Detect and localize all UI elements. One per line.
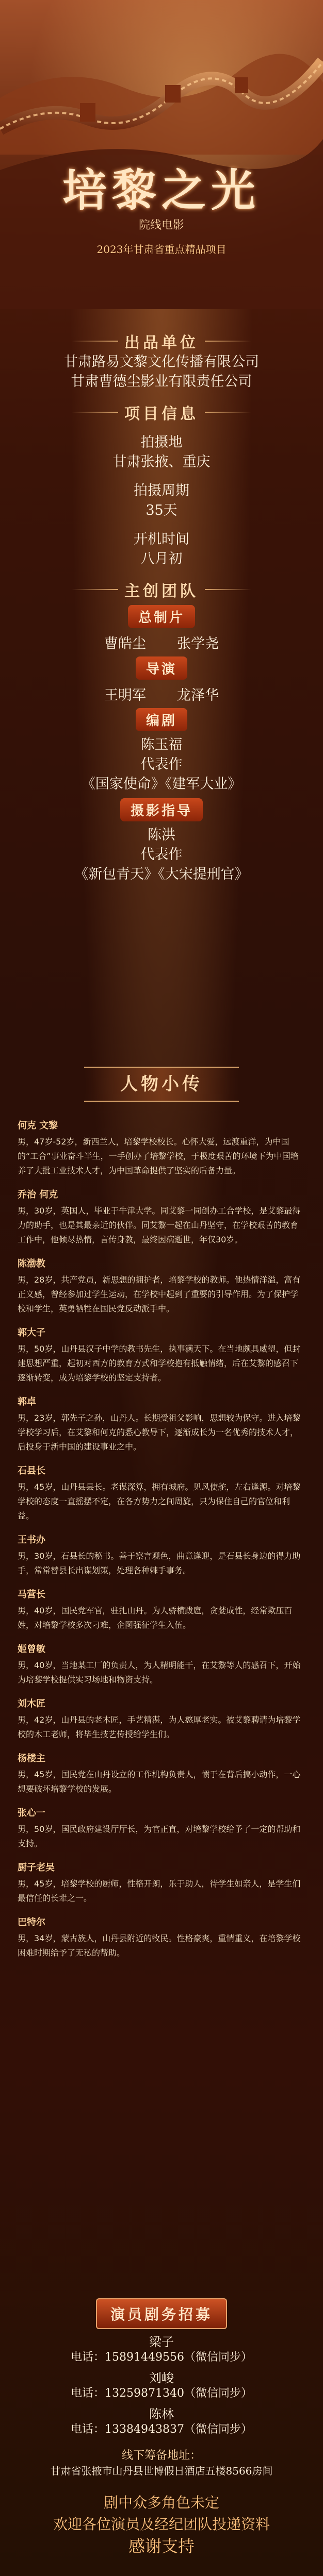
contact-person-2	[0, 2370, 323, 2401]
contact-name: 陈林	[149, 2407, 174, 2421]
bio-item	[18, 1394, 305, 1454]
contact-name: 刘峻	[149, 2371, 174, 2385]
divider	[72, 341, 118, 342]
bio-name: 郭卓	[18, 1396, 36, 1407]
bio-item	[18, 1860, 305, 1906]
contact-phone[interactable]: 电话：15891449556（微信同步）	[71, 2351, 252, 2364]
director-badge: 导演	[136, 656, 187, 680]
producer-name-2: 张学尧	[177, 636, 219, 652]
project-info-heading-text: 项目信息	[124, 405, 199, 423]
bio-item	[18, 1256, 305, 1316]
bio-name: 巴特尔	[18, 1917, 45, 1928]
writer-works-label: 代表作	[140, 756, 183, 772]
bio-desc: 男，40岁，国民党军官，驻扎山丹。为人骄横跋扈，贪婪成性，经常欺压百姓，对培黎学校多次刁难，企图强征学生入伍。	[18, 1606, 293, 1630]
bio-name: 马营长	[18, 1589, 45, 1600]
contact-phone[interactable]: 电话：13384943837（微信同步）	[71, 2423, 252, 2436]
dop-works-label: 代表作	[140, 847, 183, 863]
bio-item	[18, 1751, 305, 1796]
bio-name: 张心一	[18, 1808, 45, 1819]
bio-name: 石县长	[18, 1466, 45, 1476]
bio-name: 陈渤教	[18, 1258, 45, 1269]
bio-desc: 男，28岁，共产党员，新思想的拥护者，培黎学校的教师。他热情洋溢，富有正义感，曾经参加过学生运动，在学校中起到了重要的引导作用。为了保护学校和学生，英勇牺牲在国民党反动派手中。	[18, 1275, 301, 1314]
footer-notes	[0, 2492, 323, 2557]
bio-name: 厨子老吴	[18, 1862, 55, 1873]
period-value: 35天	[146, 502, 177, 518]
bios-heading	[0, 1067, 323, 1102]
contact-person-3	[0, 2406, 323, 2437]
character-bios	[18, 1118, 305, 1969]
producers-heading	[31, 330, 292, 352]
bio-desc: 男，50岁，山丹县汉子中学的教书先生，执事满天下。在当地颇具威望，但封建思想严重，起初对西方的教育方式和学校抱有抵触情绪，后在艾黎的感召下逐渐转变，成为培黎学校的坚定支持者。	[18, 1344, 301, 1383]
bio-item	[18, 1587, 305, 1632]
bio-item	[18, 1533, 305, 1578]
dop-works: 《新包青天》《大宋提刑官》	[74, 866, 249, 882]
team-heading	[31, 578, 292, 601]
bio-desc: 男，50岁，国民政府建设厅厅长，为官正直，对培黎学校给予了一定的帮助和支持。	[18, 1824, 301, 1848]
bio-desc: 男，23岁，郭先子之孙，山丹人。长期受祖父影响，思想较为保守。进入培黎学校学习后，在艾黎和何克的悉心教导下，逐渐成长为一名优秀的技术人才，后投身于新中国的建设事业之中。	[18, 1413, 301, 1452]
bio-desc: 男，40岁，当地某工厂的负责人，为人精明能干，在艾黎等人的感召下，开始为培黎学校提供实习场地和物资支持。	[18, 1660, 301, 1685]
producer-name-1: 曹皓尘	[104, 636, 146, 652]
period-label: 拍摄周期	[134, 483, 189, 499]
bio-item	[18, 1696, 305, 1742]
bio-desc: 男，30岁，英国人，毕业于牛津大学。同艾黎一同创办工合学校，是艾黎最得力的助手，也是其最亲近的伙伴。同艾黎一起在山丹坚守，在学校艰苦的教育工作中，他倾尽热情，言传身教，最终因病逝世，年仅30岁。	[18, 1206, 301, 1244]
dop-name: 陈洪	[148, 827, 175, 843]
producer-company-2: 甘肃曹德尘影业有限责任公司	[71, 374, 252, 390]
bio-desc: 男，45岁，山丹县县长。老谋深算，拥有城府。见风使舵，左右逢源。对培黎学校的态度一直摇摆不定，在各方势力之间周旋，只为保住自己的官位和利益。	[18, 1482, 301, 1521]
address-label: 线下筹备地址：	[121, 2449, 201, 2462]
producer-company-1: 甘肃路易文黎文化传播有限公司	[64, 354, 259, 370]
bio-item	[18, 1463, 305, 1523]
location-value: 甘肃张掖、重庆	[112, 454, 211, 470]
bio-item	[18, 1187, 305, 1247]
bio-name: 姬曾敏	[18, 1644, 45, 1655]
casting-heading-badge: 演员剧务招募	[96, 2298, 227, 2329]
director-name-2: 龙泽华	[177, 687, 219, 703]
bio-name: 乔治 何克	[18, 1189, 58, 1200]
address-text: 甘肃省张掖市山丹县世博假日酒店五楼8566房间	[50, 2465, 273, 2477]
project-info-heading	[31, 401, 292, 424]
project-tagline: 2023年甘肃省重点精品项目	[96, 243, 227, 256]
bio-item	[18, 1915, 305, 1960]
location-label: 拍摄地	[140, 434, 183, 450]
divider	[205, 341, 251, 342]
bio-name: 王书办	[18, 1535, 45, 1545]
poster-title: 培黎之光	[62, 164, 261, 216]
bio-desc: 男，30岁，石县长的秘书。善于察言观色，曲意逢迎，是石县长身边的得力助手，常常替县长出谋划策，处理各种棘手事务。	[18, 1551, 301, 1575]
divider	[72, 589, 118, 590]
bio-desc: 男，45岁，培黎学校的厨师，性格开朗，乐于助人，待学生如亲人，是学生们最信任的长辈之一。	[18, 1879, 301, 1903]
bio-desc: 男，34岁，蒙古族人，山丹县附近的牧民。性格豪爽，重情重义，在培黎学校困难时期给予了无私的帮助。	[18, 1933, 301, 1958]
contact-name: 梁子	[149, 2335, 174, 2349]
bio-item	[18, 1642, 305, 1687]
bio-name: 郭大子	[18, 1327, 45, 1338]
bio-item	[18, 1325, 305, 1385]
bio-name: 何克 文黎	[18, 1120, 58, 1131]
footer-line-1: 剧中众多角色未定	[103, 2494, 219, 2511]
start-label: 开机时间	[134, 531, 189, 547]
contact-person-1	[0, 2334, 323, 2365]
producers-heading-text: 出品单位	[124, 334, 199, 352]
bio-desc: 男，47岁-52岁，新西兰人，培黎学校校长。心怀大爱，远渡重洋，为中国的“工合”事业奋斗半生，一手创办了培黎学校，于极度艰苦的环境下为中国培养了大批工业技术人才，为中国革命提供了坚实的后备力量。	[18, 1137, 299, 1175]
director-name-1: 王明军	[104, 687, 146, 703]
info-section	[31, 330, 292, 884]
contact-section	[0, 2298, 323, 2557]
bio-name: 刘木匠	[18, 1698, 45, 1709]
bio-item	[18, 1118, 305, 1178]
poster-subtitle: 院线电影	[138, 219, 184, 232]
bio-desc: 男，45岁，国民党在山丹设立的工作机构负责人，惯于在背后搞小动作，一心想要破坏培黎学校的发展。	[18, 1770, 301, 1794]
writer-badge: 编剧	[136, 708, 187, 731]
bio-desc: 男，42岁，山丹县的老木匠，手艺精湛，为人憨厚老实。被艾黎聘请为培黎学校的木工老师，将毕生技艺传授给学生们。	[18, 1715, 301, 1739]
bio-item	[18, 1806, 305, 1851]
divider	[205, 412, 251, 413]
hero-banner	[0, 0, 323, 309]
contact-phone[interactable]: 电话：13259871340（微信同步）	[71, 2387, 252, 2400]
producer-badge: 总制片	[128, 605, 195, 628]
team-heading-text: 主创团队	[124, 582, 199, 600]
start-value: 八月初	[140, 551, 183, 567]
footer-line-3: 感谢支持	[128, 2536, 195, 2556]
bios-heading-text: 人物小传	[84, 1067, 239, 1102]
divider	[205, 589, 251, 590]
writer-name: 陈玉福	[140, 737, 183, 753]
divider	[72, 412, 118, 413]
footer-line-2: 欢迎各位演员及经纪团队投递资料	[53, 2516, 270, 2533]
bio-name: 杨楼主	[18, 1753, 45, 1764]
writer-works: 《国家使命》《建军大业》	[81, 776, 242, 792]
dop-badge: 摄影指导	[120, 798, 203, 821]
